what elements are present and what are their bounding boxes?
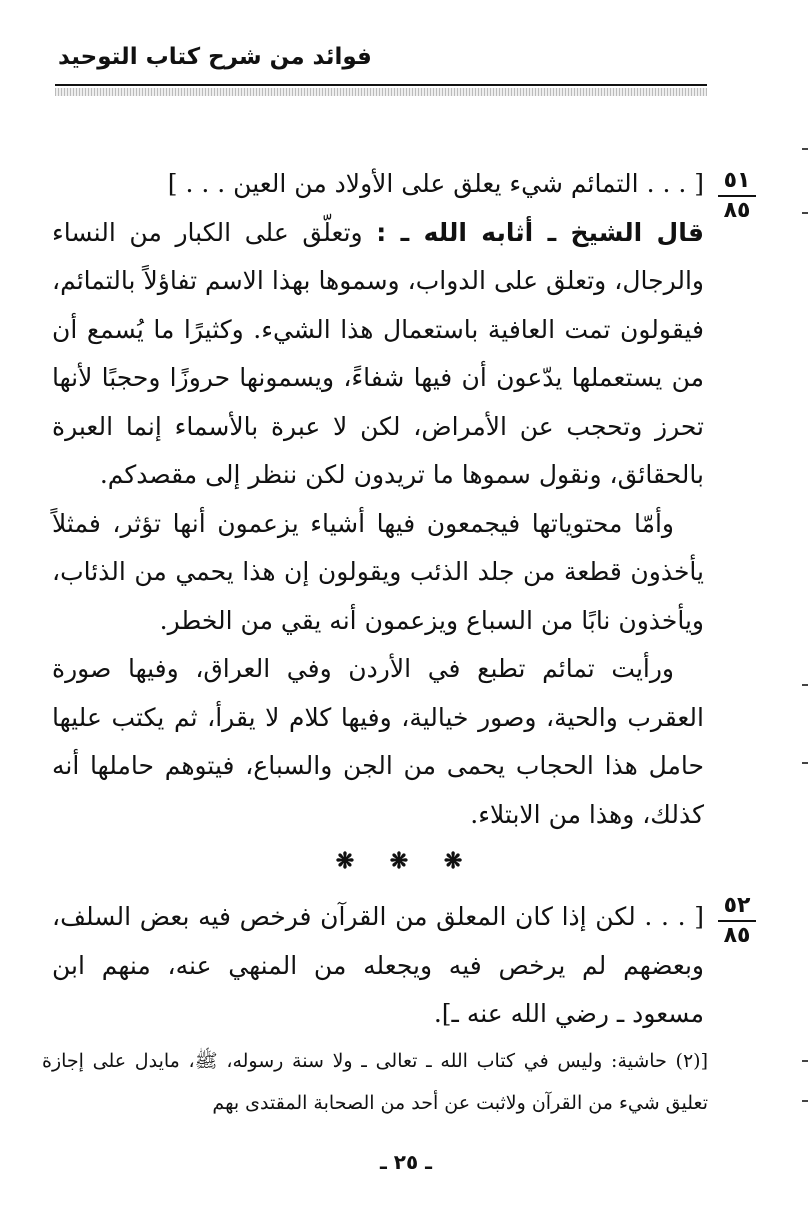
entry-number-51 [714,170,760,222]
entry-number: ٥١ [723,168,751,193]
running-header-title: فوائد من شرح كتاب التوحيد [58,44,372,70]
fraction-bar [718,920,756,922]
entry-total: ٨٥ [723,198,751,223]
footnote [42,1040,708,1124]
entry-number-52 [714,895,760,947]
section-51-paragraph-3: ورأيت تمائم تطبع في الأردن وفي العراق، وفيها صورة العقرب والحية، وصور خيالية، وفيها كلام لا يقرأ، ثم يكتب عليها حامل هذا الحجاب يحمى من الجن والسباع، فيتوهم حاملها أنه كذلك، وهذا من الابتلاء. [52,654,704,829]
header-rule [55,84,707,86]
paragraph-text: وتعلّق على الكبار من النساء والرجال، وتعلق على الدواب، وسموها بهذا الاسم تفاؤلاً بالتمائم، فيقولون تمت العافية باستعمال هذا الشيء. وكثيرًا ما يُسمع أن من يستعملها يدّعون أن فيها شفاءً، ويسمونها حروزًا وحجبًا لأنها تحرز وتحجب عن الأمراض، لكن لا عبرة بالأسماء إنما العبرة بالحقائق، ونقول سموها ما تريدون لكن ننظر إلى مقصدكم. [52,217,704,489]
section-51-paragraph-2: وأمّا محتوياتها فيجمعون فيها أشياء يزعمون أنها تؤثر، فمثلاً يأخذون قطعة من جلد الذئب ويقولون إن هذا يحمي من الذئاب، ويأخذون نابًا من السباع ويزعمون أنه يقي من الخطر. [52,508,704,635]
footnote-marker: [(٢) [675,1050,708,1072]
section-separator: ❋ ❋ ❋ [335,848,477,874]
section-52-text [52,893,704,1039]
section-51-quote: [ . . . التمائم شيء يعلق على الأولاد من العين . . . ] [167,169,704,198]
sheikh-said-lead: قال الشيخ ـ أثابه الله ـ : [376,217,704,247]
edge-mark [802,1060,808,1062]
entry-total: ٨٥ [723,923,751,948]
edge-mark [802,148,808,150]
section-51-paragraph-1 [52,209,704,500]
edge-mark [802,212,808,214]
entry-number: ٥٢ [723,893,751,918]
edge-mark [802,762,808,764]
header-pattern-band [55,88,707,96]
edge-mark [802,684,808,686]
footnote-text: حاشية: وليس في كتاب الله ـ تعالى ـ ولا سنة رسوله، ﷺ، مايدل على إجازة تعليق شيء من القرآن ولاثبت عن أحد من الصحابة المقتدى بهم [42,1050,708,1114]
fraction-bar [718,195,756,197]
page-number: ـ ٢٥ ـ [379,1150,433,1174]
section-52-paragraph: [ . . . لكن إذا كان المعلق من القرآن فرخص فيه بعض السلف، وبعضهم لم يرخص فيه ويجعله من المنهي عنه، منهم ابن مسعود ـ رضي الله عنه ـ]. [52,902,705,1028]
edge-mark [802,1100,808,1102]
section-51-text [52,160,704,839]
